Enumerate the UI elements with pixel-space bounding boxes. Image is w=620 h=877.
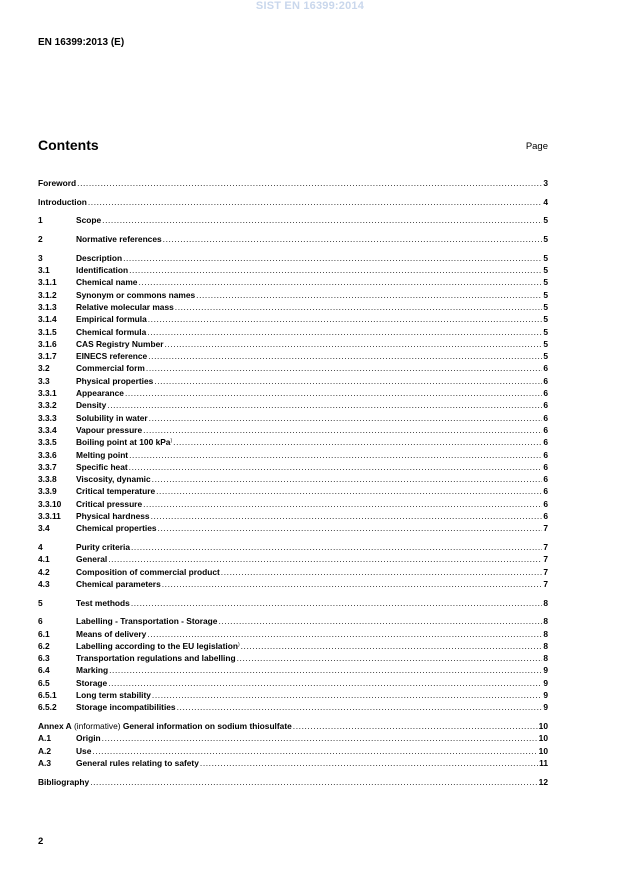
toc-entry[interactable] [38,485,548,497]
annex-type: (informative) [71,721,123,731]
toc-entry[interactable] [38,449,548,461]
toc-entry[interactable] [38,757,548,769]
toc-entry-title: General rules relating to safety [76,757,199,768]
toc-entry-title: Origin [76,733,101,744]
toc-entry[interactable] [38,233,548,245]
toc-entry[interactable] [38,732,548,744]
toc-entry-page: 5 [543,215,548,226]
dot-leader [158,522,543,534]
toc-entry-title: EINECS reference [76,351,148,362]
dot-leader [143,424,542,436]
dot-leader [129,449,542,461]
toc-entry[interactable] [38,628,548,640]
toc-entry-title: Means of delivery [76,628,147,639]
toc-entry-title: Identification [76,265,129,276]
dot-leader [147,628,542,640]
toc-entry[interactable] [38,522,548,534]
toc-entry-title: Viscosity, dynamic [76,474,151,485]
toc-entry[interactable] [38,301,548,313]
toc-entry-page: 8 [543,597,548,608]
toc-entry-number: 3.1.2 [38,289,57,300]
dot-leader [175,301,543,313]
toc-entry-title: Specific heat [76,461,128,472]
toc-entry-number: 4.3 [38,578,50,589]
toc-entry-page: 5 [543,252,548,263]
toc-entry[interactable] [38,553,548,565]
dot-leader [173,436,542,448]
toc-entry-page: 6 [543,388,548,399]
toc-entry-number: 3.1.3 [38,301,57,312]
toc-entry-page: 6 [543,510,548,521]
toc-entry[interactable] [38,720,548,732]
toc-entry-title: Storage [76,677,108,688]
dot-leader [293,720,538,732]
toc-entry-title: CAS Registry Number [76,338,164,349]
toc-entry-page: 7 [543,523,548,534]
toc-entry[interactable] [38,326,548,338]
toc-entry[interactable] [38,362,548,374]
dot-leader [125,387,542,399]
toc-entry-number: 2 [38,234,43,245]
dot-leader [129,461,543,473]
toc-entry[interactable] [38,350,548,362]
toc-entry-page: 10 [538,745,548,756]
toc-entry[interactable] [38,412,548,424]
toc-entry-number: 3.3.5 [38,437,57,448]
toc-entry[interactable] [38,252,548,264]
toc-entry-title: Physical properties [76,375,154,386]
toc-entry-number: 3.3.1 [38,388,57,399]
contents-title: Contents [38,137,99,153]
dot-leader [149,412,543,424]
toc-entry[interactable] [38,664,548,676]
toc-entry-number: 6.2 [38,640,50,651]
toc-entry-title: Chemical formula [76,326,147,337]
toc-entry-title: Commercial form [76,363,145,374]
dot-leader [108,553,542,565]
toc-entry-title: Labelling according to the EU legislation) [76,640,240,651]
toc-entry-title: Chemical parameters [76,578,161,589]
footnote-marker: ) [170,438,173,445]
toc-entry-number: 4.1 [38,554,50,565]
toc-entry-number: 3.3.7 [38,461,57,472]
page-column-label: Page [525,141,548,152]
toc-entry-title: Labelling - Transportation - Storage [76,616,218,627]
toc-entry[interactable] [38,640,548,652]
toc-entry-number: 3.3.11 [38,510,61,521]
watermark: SIST EN 16399:2014 [255,0,365,12]
dot-leader [143,498,542,510]
dot-leader [156,485,542,497]
document-id: EN 16399:2013 (E) [38,37,125,48]
toc-entry[interactable] [38,701,548,713]
toc-entry-number: 3.1.5 [38,326,57,337]
toc-entry-number: 5 [38,597,43,608]
toc-entry[interactable] [38,578,548,590]
toc-entry-title: Purity criteria [76,541,130,552]
toc-entry-page: 7 [543,578,548,589]
toc-entry-number: 4.2 [38,566,50,577]
toc-entry-title: Introduction [38,196,87,207]
dot-leader [148,313,543,325]
annex-prefix: Annex A [38,721,72,731]
toc-entry[interactable] [38,276,548,288]
toc-entry-title: Normative references [76,234,162,245]
dot-leader [241,640,543,652]
page-number: 2 [38,836,44,847]
toc-entry-title: Critical temperature [76,486,156,497]
dot-leader [102,214,542,226]
toc-entry[interactable] [38,177,548,189]
toc-entry-title: Marking [76,665,109,676]
toc-entry-page: 10 [538,733,548,744]
toc-entry-page: 5 [543,289,548,300]
toc-entry-page: 3 [543,178,548,188]
toc-entry-title: Scope [76,215,102,226]
dot-leader [221,566,543,578]
toc-entry-page: 5 [543,265,548,276]
toc-entry[interactable] [38,776,548,788]
toc-entry-number: 6.4 [38,665,50,676]
dot-leader [107,399,542,411]
toc-entry[interactable] [38,424,548,436]
toc-entry-page: 12 [538,776,548,787]
dot-leader [138,276,542,288]
dot-leader [77,177,542,189]
toc-entry-number: 6.3 [38,653,50,664]
toc-entry-number: 3.3.10 [38,498,62,509]
toc-entry-number: A.3 [38,757,52,768]
footnote-marker: ) [237,641,240,648]
toc-entry[interactable] [38,510,548,522]
toc-entry-title: Composition of commercial product [76,566,220,577]
dot-leader [109,664,542,676]
toc-entry-title: Transportation regulations and labelling [76,653,236,664]
toc-entry[interactable] [38,566,548,578]
toc-entry-number: 1 [38,215,43,226]
toc-entry-page: 8 [543,653,548,664]
toc-entry-page: 7 [543,554,548,565]
toc-entry-page: 10 [538,721,548,731]
toc-entry-number: 3.3.6 [38,449,57,460]
toc-entry-title: Solubility in water [76,412,148,423]
dot-leader [129,264,542,276]
dot-leader [92,745,537,757]
toc-entry-number: 6.1 [38,628,50,639]
toc-entry-number: 3.1.6 [38,338,57,349]
toc-entry-number: 4 [38,541,43,552]
toc-entry-page: 6 [543,412,548,423]
toc-entry-title: Boiling point at 100 kPa) [76,437,173,448]
toc-entry-number: 6.5.2 [38,702,57,713]
dot-leader [123,252,542,264]
toc-entry-page: 11 [539,757,548,768]
toc-entry-title: Annex A (informative) General information on sodium thiosulfate [38,721,292,731]
toc-entry[interactable] [38,375,548,387]
toc-entry-page: 9 [543,702,548,713]
toc-entry-page: 5 [543,301,548,312]
toc-entry-number: 3.3 [38,375,50,386]
dot-leader [131,597,543,609]
toc-entry-page: 5 [543,277,548,288]
dot-leader [154,375,542,387]
toc-entry-number: 6 [38,616,43,627]
toc-entry-title: General [76,554,108,565]
toc-entry-title: Description [76,252,123,263]
toc-entry-title: Relative molecular mass [76,301,174,312]
toc-entry-title: Physical hardness [76,510,150,521]
toc-entry-page: 4 [543,196,548,207]
dot-leader [218,615,542,627]
toc-entry-page: 6 [543,424,548,435]
toc-entry-title: Use [76,745,92,756]
dot-leader [147,326,542,338]
toc-entry-number: A.2 [38,745,52,756]
toc-entry-title: Bibliography [38,776,90,787]
dot-leader [165,338,543,350]
toc-entry-title: Storage incompatibilities [76,702,176,713]
toc-entry-number: 3.3.2 [38,400,57,411]
dot-leader [108,677,542,689]
toc-entry-title: Synonym or commons names [76,289,196,300]
toc-entry-page: 8 [543,628,548,639]
toc-entry-title: Empirical formula [76,314,147,325]
toc-entry-page: 7 [543,566,548,577]
toc-entry-page: 6 [543,400,548,411]
toc-entry-number: 3.1.1 [38,277,57,288]
dot-leader [200,757,538,769]
toc-entry-number: 3.3.3 [38,412,57,423]
toc-entry-number: A.1 [38,733,52,744]
toc-entry-page: 7 [543,541,548,552]
toc-entry-page: 8 [543,616,548,627]
toc-entry[interactable] [38,615,548,627]
toc-entry[interactable] [38,264,548,276]
toc-entry-number: 3.3.4 [38,424,57,435]
dot-leader [162,578,543,590]
toc-entry[interactable] [38,745,548,757]
toc-entry[interactable] [38,313,548,325]
dot-leader [131,541,542,553]
toc-entry-number: 6.5 [38,677,50,688]
dot-leader [177,701,543,713]
toc-entry-page: 5 [543,234,548,245]
dot-leader [152,689,542,701]
dot-leader [90,776,537,788]
toc-entry[interactable] [38,473,548,485]
toc-entry-page: 9 [543,677,548,688]
toc-entry-page: 9 [543,665,548,676]
dot-leader [196,289,542,301]
toc-entry-number: 3.4 [38,523,50,534]
toc-entry-title: Chemical properties [76,523,157,534]
dot-leader [237,652,543,664]
toc-entry[interactable] [38,652,548,664]
toc-entry-title: Long term stability [76,690,151,701]
toc-entry-page: 8 [543,640,548,651]
toc-entry-number: 3.1 [38,265,50,276]
toc-entry[interactable] [38,677,548,689]
toc-entry-title: Foreword [38,178,77,188]
toc-entry[interactable] [38,541,548,553]
dot-leader [152,473,543,485]
dot-leader [151,510,543,522]
toc-entry-page: 5 [543,351,548,362]
toc-entry-number: 3.1.4 [38,314,57,325]
toc-entry[interactable] [38,498,548,510]
toc-entry[interactable] [38,196,548,208]
dot-leader [88,196,542,208]
toc-entry-title: Vapour pressure [76,424,143,435]
toc-entry-page: 6 [543,375,548,386]
toc-entry[interactable] [38,597,548,609]
toc-entry-title: Appearance [76,388,124,399]
toc-entry-page: 5 [543,338,548,349]
toc-entry[interactable] [38,399,548,411]
toc-entry-page: 6 [543,498,548,509]
toc-entry-number: 3.3.8 [38,474,57,485]
toc-entry-number: 3 [38,252,43,263]
dot-leader [146,362,542,374]
dot-leader [163,233,543,245]
toc-entry[interactable] [38,387,548,399]
toc-entry[interactable] [38,461,548,473]
toc-entry[interactable] [38,289,548,301]
dot-leader [148,350,542,362]
toc-entry-title: Chemical name [76,277,138,288]
toc-entry-page: 6 [543,437,548,448]
toc-entry-page: 6 [543,461,548,472]
toc-entry-title: Critical pressure [76,498,143,509]
toc-entry-page: 9 [543,690,548,701]
toc-entry-page: 5 [543,326,548,337]
toc-entry[interactable] [38,689,548,701]
toc-entry-page: 6 [543,474,548,485]
toc-entry-page: 6 [543,486,548,497]
toc-entry[interactable] [38,214,548,226]
toc-entry-title: Melting point [76,449,129,460]
toc-entry[interactable] [38,436,548,448]
toc-entry-number: 6.5.1 [38,690,57,701]
toc-entry-title: Density [76,400,107,411]
toc-entry-page: 6 [543,449,548,460]
toc-entry-number: 3.2 [38,363,50,374]
table-of-contents [38,177,548,788]
dot-leader [102,732,538,744]
toc-entry-number: 3.3.9 [38,486,57,497]
toc-entry-page: 6 [543,363,548,374]
toc-entry-title: Test methods [76,597,130,608]
toc-entry-number: 3.1.7 [38,351,57,362]
toc-entry[interactable] [38,338,548,350]
toc-entry-page: 5 [543,314,548,325]
